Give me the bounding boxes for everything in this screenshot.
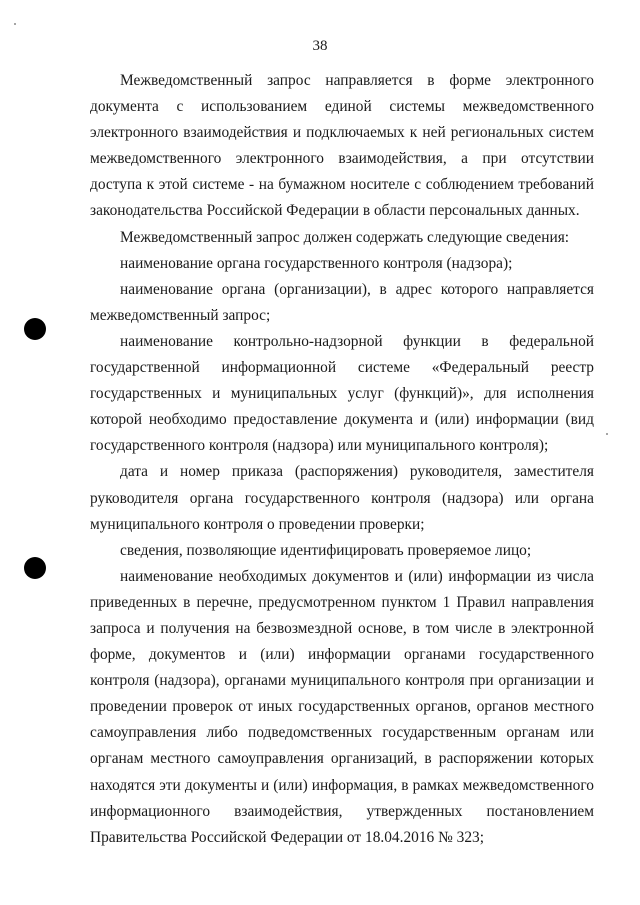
document-body [90, 68, 594, 851]
paragraph-authority-name: наименование органа государственного контроля (надзора); [120, 254, 513, 272]
paragraph-required-documents: наименование необходимых документов и (или) информации из числа приведенных в перечне, предусмотренном пунктом 1 Правил направления запроса и получения на безвозмездной основе, в том числе в электронной форме, документов и (или) информации органами государственного контроля (надзора), органами муниципального контроля при организации и проведении проверок от иных государственных органов, органов местного самоуправления либо подведомственных государственным органам или органам местного самоуправления организаций, в распоряжении которых находятся эти документы и (или) информация, в рамках межведомственного информационного взаимодействия, утвержденных постановлением Правительства Российской Федерации от 18.04.2016 № 323; [90, 567, 594, 846]
paragraph-addressee-name: наименование органа (организации), в адрес которого направляется межведомственный запрос; [90, 280, 594, 324]
punch-hole-bottom [24, 557, 46, 579]
punch-hole-top [24, 318, 46, 340]
paragraph-order-date-number: дата и номер приказа (распоряжения) руководителя, заместителя руководителя органа государственного контроля (надзора) или органа муниципального контроля о проведении проверки; [90, 463, 594, 533]
page-number: 38 [312, 38, 328, 54]
scan-speck [606, 433, 608, 435]
paragraph-request-contents: Межведомственный запрос должен содержать следующие сведения: [120, 228, 570, 246]
paragraph-request-form: Межведомственный запрос направляется в форме электронного документа с использованием единой системы межведомственного электронного взаимодействия и подключаемых к ней региональных систем межведомственного электронного взаимодействия, а при отсутствии доступа к этой системе - на бумажном носителе с соблюдением требований законодательства Российской Федерации в области персональных данных. [90, 72, 594, 220]
paragraph-control-function: наименование контрольно-надзорной функции в федеральной государственной информационной системе «Федеральный реестр государственных и муниципальных услуг (функций)», для исполнения которой необходимо предоставление документа и (или) информации (вид государственного контроля (надзора) или муниципального контроля); [90, 332, 594, 455]
paragraph-identification: сведения, позволяющие идентифицировать проверяемое лицо; [120, 541, 532, 559]
scan-speck [14, 23, 16, 25]
